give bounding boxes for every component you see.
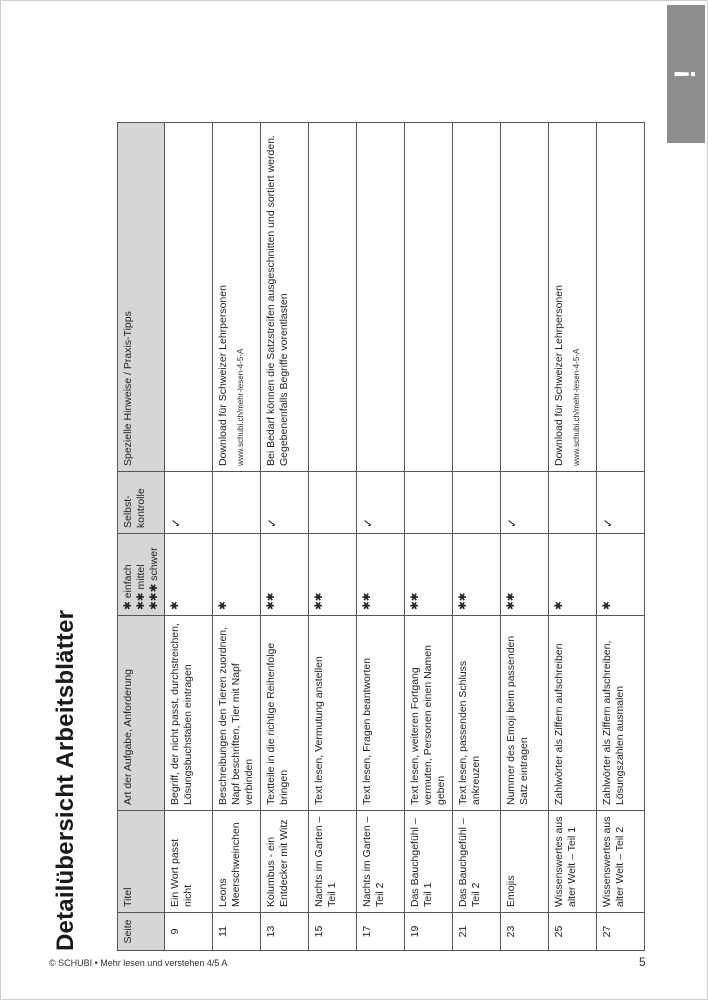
cell-titel xyxy=(453,811,501,913)
cell-art xyxy=(453,616,501,811)
cell-art-text: Textteile in die richtige Reihenfolge bringen xyxy=(265,642,291,805)
cell-art-text: Beschreibungen den Tieren zuordnen, Napf beschriften, Tier mit Napf verbinden xyxy=(217,626,255,805)
cell-seite xyxy=(309,913,357,951)
cell-art xyxy=(501,616,549,811)
cell-titel xyxy=(549,811,597,913)
cell-hinweis xyxy=(501,123,549,472)
exclamation-icon: ! xyxy=(669,69,702,79)
cell-selbstkontrolle xyxy=(213,472,261,534)
cell-selbstkontrolle xyxy=(309,472,357,534)
cell-art-text: Zahlwörter als Ziffern aufschreiben xyxy=(553,643,566,805)
header-seite: Seite xyxy=(118,913,165,951)
page-number: 5 xyxy=(639,955,646,969)
cell-art-text: Text lesen, weiteren Fortgang vermuten, Personen einen Namen geben xyxy=(409,645,447,805)
cell-art xyxy=(165,616,213,811)
cell-difficulty-text: ✱✱ xyxy=(361,592,374,610)
cell-art-text: Nummer des Emoji beim passenden Satz eintragen xyxy=(505,635,531,805)
table-row xyxy=(453,123,501,951)
cell-selbstkontrolle xyxy=(453,472,501,534)
cell-hinweis-text: Download für Schweizer Lehrpersonen xyxy=(553,285,566,466)
cell-art xyxy=(213,616,261,811)
table-row xyxy=(213,123,261,951)
cell-art xyxy=(357,616,405,811)
cell-titel-text: Kolumbus - ein Entdecker mit Witz xyxy=(265,819,291,907)
cell-seite xyxy=(165,913,213,951)
cell-difficulty-text: ✱✱ xyxy=(505,592,518,610)
cell-difficulty-text: ✱✱ xyxy=(457,592,470,610)
cell-titel xyxy=(309,811,357,913)
cell-seite-text: 13 xyxy=(265,925,278,938)
table-body xyxy=(165,123,645,951)
cell-seite-text: 17 xyxy=(361,925,374,938)
download-url: www.schubi.ch/mehr-lesen-4-5-A xyxy=(572,348,582,466)
cell-selbstkontrolle-text: ✓ xyxy=(505,517,520,528)
cell-art-text: Text lesen, passenden Schluss ankreuzen xyxy=(457,660,483,805)
download-url: www.schubi.ch/mehr-lesen-4-5-A xyxy=(236,348,246,466)
cell-art-text: Zahlwörter als Ziffern aufschreiben, Lösungszahlen ausmalen xyxy=(601,640,627,805)
table-row xyxy=(165,123,213,951)
cell-hinweis xyxy=(213,123,261,472)
cell-hinweis-text: Download für Schweizer Lehrpersonen xyxy=(217,285,230,466)
cell-difficulty xyxy=(261,534,309,616)
header-selbstkontrolle: Selbst-kontrolle xyxy=(118,472,165,534)
cell-titel xyxy=(213,811,261,913)
worksheet-overview-table xyxy=(117,122,645,951)
cell-hinweis xyxy=(165,123,213,472)
cell-selbstkontrolle xyxy=(261,472,309,534)
cell-seite xyxy=(453,913,501,951)
cell-hinweis xyxy=(405,123,453,472)
cell-seite xyxy=(261,913,309,951)
cell-titel-text: Wissenswertes aus alter Welt – Teil 2 xyxy=(601,816,627,907)
cell-difficulty xyxy=(357,534,405,616)
table-row xyxy=(549,123,597,951)
cell-seite-text: 9 xyxy=(169,928,182,935)
header-difficulty-legend xyxy=(118,534,165,616)
cell-seite xyxy=(213,913,261,951)
cell-selbstkontrolle-text: ✓ xyxy=(601,517,616,528)
cell-difficulty xyxy=(501,534,549,616)
cell-titel-text: Das Bauchgefühl – Teil 1 xyxy=(409,818,435,907)
cell-hinweis xyxy=(597,123,645,472)
cell-selbstkontrolle xyxy=(405,472,453,534)
cell-selbstkontrolle-text: ✓ xyxy=(361,517,376,528)
cell-difficulty-text: ✱ xyxy=(217,601,230,610)
cell-titel-text: Ein Wort passt nicht xyxy=(169,838,195,907)
cell-hinweis-text: Bei Bedarf können die Satzstreifen ausgeschnitten und sortiert werden. Gegebenenfalls Begriffe vorentlasten xyxy=(265,135,291,466)
table-row xyxy=(261,123,309,951)
cell-seite-text: 15 xyxy=(313,925,326,938)
cell-titel xyxy=(165,811,213,913)
table-row xyxy=(405,123,453,951)
cell-seite-text: 11 xyxy=(217,926,230,937)
cell-difficulty xyxy=(405,534,453,616)
legend-easy: ✱ einfach xyxy=(122,564,134,610)
cell-difficulty-text: ✱✱ xyxy=(313,592,326,610)
cell-difficulty xyxy=(453,534,501,616)
cell-art xyxy=(309,616,357,811)
table-row xyxy=(597,123,645,951)
cell-selbstkontrolle-text: ✓ xyxy=(169,517,184,528)
cell-difficulty-text: ✱ xyxy=(553,601,566,610)
cell-art xyxy=(597,616,645,811)
cell-difficulty xyxy=(165,534,213,616)
cell-titel xyxy=(597,811,645,913)
cell-difficulty xyxy=(213,534,261,616)
cell-seite-text: 23 xyxy=(505,925,518,938)
table-header-row xyxy=(118,123,165,951)
cell-seite xyxy=(405,913,453,951)
header-art: Art der Aufgabe, Anforderung xyxy=(118,616,165,811)
cell-titel-text: Nachts im Garten – Teil 2 xyxy=(361,816,387,907)
header-hinweise: Spezielle Hinweise / Praxis-Tipps xyxy=(118,123,165,472)
cell-difficulty-text: ✱ xyxy=(601,601,614,610)
page-title: Detailübersicht Arbeitsblätter xyxy=(52,609,79,951)
cell-titel-text: Leons Meerschweinchen xyxy=(217,822,243,907)
cell-seite-text: 27 xyxy=(601,925,614,938)
cell-difficulty xyxy=(549,534,597,616)
cell-titel-text: Nachts im Garten – Teil 1 xyxy=(313,816,339,907)
cell-difficulty-text: ✱ xyxy=(169,601,182,610)
cell-titel xyxy=(357,811,405,913)
cell-art xyxy=(549,616,597,811)
cell-hinweis xyxy=(453,123,501,472)
cell-art-text: Text lesen, Vermutung anstellen xyxy=(313,656,326,805)
cell-seite-text: 25 xyxy=(553,925,566,938)
cell-difficulty-text: ✱✱ xyxy=(409,592,422,610)
footer-copyright: © SCHUBI • Mehr lesen und verstehen 4/5 A xyxy=(49,958,228,968)
cell-art xyxy=(261,616,309,811)
table-row xyxy=(309,123,357,951)
section-tab xyxy=(667,5,705,143)
cell-titel-text: Emojis xyxy=(505,875,518,907)
cell-hinweis xyxy=(549,123,597,472)
cell-seite xyxy=(501,913,549,951)
cell-seite xyxy=(357,913,405,951)
cell-seite-text: 21 xyxy=(457,925,470,938)
table-row xyxy=(357,123,405,951)
cell-hinweis xyxy=(309,123,357,472)
cell-difficulty xyxy=(309,534,357,616)
cell-titel xyxy=(261,811,309,913)
table-row xyxy=(501,123,549,951)
cell-selbstkontrolle xyxy=(597,472,645,534)
cell-titel-text: Das Bauchgefühl – Teil 2 xyxy=(457,818,483,907)
cell-hinweis xyxy=(357,123,405,472)
cell-selbstkontrolle xyxy=(165,472,213,534)
cell-art-text: Text lesen, Fragen beantworten xyxy=(361,657,374,805)
cell-seite-text: 19 xyxy=(409,925,422,938)
cell-seite xyxy=(597,913,645,951)
cell-selbstkontrolle xyxy=(549,472,597,534)
cell-hinweis xyxy=(261,123,309,472)
cell-seite xyxy=(549,913,597,951)
cell-difficulty xyxy=(597,534,645,616)
cell-titel xyxy=(501,811,549,913)
legend-medium: ✱✱ mittel xyxy=(134,564,147,610)
cell-selbstkontrolle xyxy=(357,472,405,534)
cell-art xyxy=(405,616,453,811)
cell-art-text: Begriff, der nicht passt, durchstreichen, Lösungsbuchstaben eintragen xyxy=(169,623,195,805)
cell-titel-text: Wissenswertes aus alter Welt – Teil 1 xyxy=(553,816,579,907)
cell-selbstkontrolle-text: ✓ xyxy=(265,517,280,528)
legend-hard: ✱✱✱ schwer xyxy=(147,547,160,610)
header-titel: Titel xyxy=(118,811,165,913)
cell-titel xyxy=(405,811,453,913)
cell-selbstkontrolle xyxy=(501,472,549,534)
cell-difficulty-text: ✱✱ xyxy=(265,592,278,610)
